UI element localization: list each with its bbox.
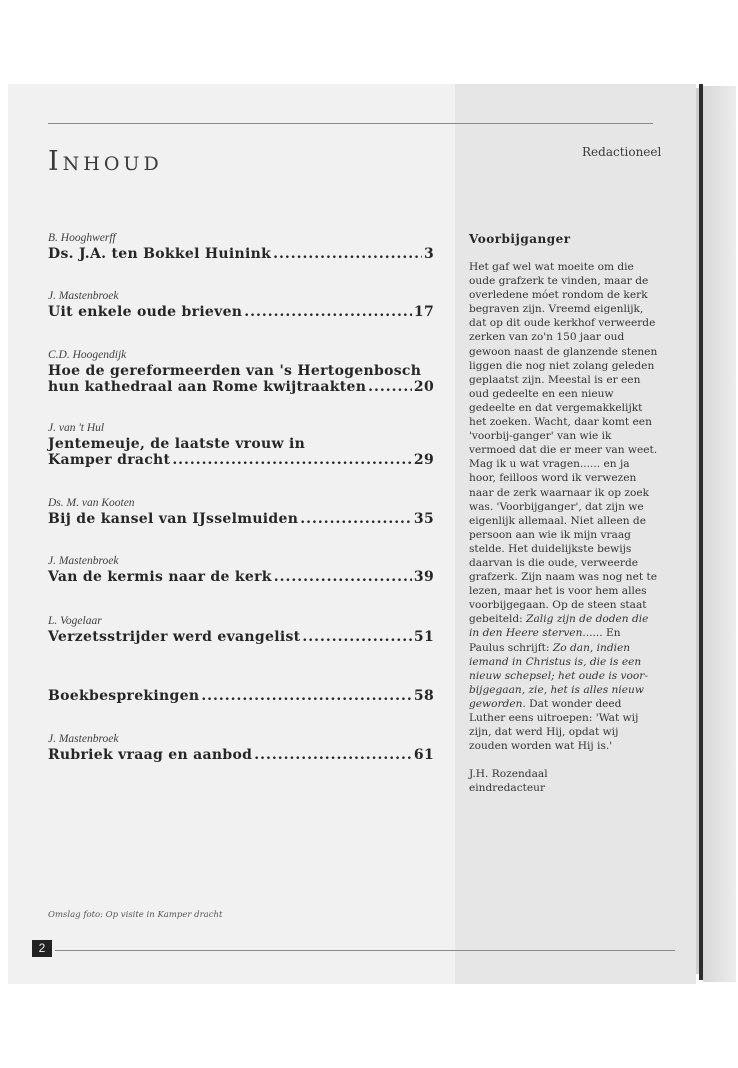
toc-entry[interactable] [48, 615, 434, 645]
toc-author: J. Mastenbroek [48, 733, 119, 745]
toc-entry[interactable] [48, 349, 434, 395]
editorial-text [469, 260, 659, 753]
toc-entry[interactable] [48, 733, 434, 763]
toc-page: 51 [413, 629, 434, 645]
leader-dots [172, 452, 412, 468]
leader-dots [254, 747, 412, 763]
editorial-quote: Zalig zijn de doden die in den Heere sterven [469, 613, 649, 640]
editorial-text-part: ...... En Paulus schrijft: [469, 627, 621, 654]
toc-author: L. Vogelaar [48, 615, 102, 627]
page-title: Inhoud [48, 146, 163, 177]
toc-page: 17 [413, 304, 434, 320]
leader-dots [244, 304, 412, 320]
toc-page: 35 [413, 511, 434, 527]
editorial-title: Voorbijganger [469, 232, 571, 246]
section-label: Redactioneel [582, 145, 662, 159]
toc-author: Ds. M. van Kooten [48, 497, 135, 509]
toc-title: Verzetsstrijder werd evangelist [48, 629, 301, 645]
toc-author: J. Mastenbroek [48, 290, 119, 302]
leader-dots [274, 569, 412, 585]
leader-dots [201, 688, 412, 704]
signature-name: J.H. Rozendaal [469, 768, 548, 781]
toc-entry[interactable] [48, 422, 434, 468]
toc-page: 29 [413, 452, 434, 468]
leader-dots [302, 629, 412, 645]
leader-dots [368, 379, 412, 395]
editorial-signature [469, 767, 659, 795]
toc-author: B. Hooghwerff [48, 232, 116, 244]
toc-entry[interactable] [48, 232, 434, 262]
toc-entry[interactable] [48, 497, 434, 527]
leader-dots [300, 511, 412, 527]
toc-entry[interactable] [48, 555, 434, 585]
leader-dots [273, 246, 422, 262]
toc-page: 20 [413, 379, 434, 395]
toc-title: Hoe de gereformeerden van 's Hertogenbosch [48, 363, 422, 379]
toc-author: J. Mastenbroek [48, 555, 119, 567]
editorial-quote: Zo dan, indien iemand in Christus is, die is een nieuw schepsel; het oude is voor-bijgegaan, zie, het is alles nieuw geworden. [469, 641, 648, 710]
toc-author: J. van 't Hul [48, 422, 105, 434]
toc-title: Jentemeuje, de laatste vrouw in [48, 436, 306, 452]
toc-title: Uit enkele oude brieven [48, 304, 243, 320]
toc-title-cont: Kamper dracht [48, 452, 171, 468]
toc-author: C.D. Hoogendijk [48, 349, 127, 361]
toc-title: Boekbesprekingen [48, 688, 200, 704]
editorial-text-part: Dat wonder deed Luther eens uitroepen: 'Wat wij zijn, dat werd Hij, opdat wij zouden worden wat Hij is.' [469, 697, 639, 753]
toc-title: Ds. J.A. ten Bokkel Huinink [48, 246, 272, 262]
editorial-column [469, 232, 659, 795]
signature-role: eindredacteur [469, 782, 546, 795]
page-number: 2 [32, 940, 52, 957]
toc-title-cont: hun kathedraal aan Rome kwijtraakten [48, 379, 367, 395]
toc-page: 39 [413, 569, 434, 585]
top-rule [48, 123, 653, 124]
toc-page: 58 [413, 688, 434, 704]
toc-page: 3 [423, 246, 434, 262]
toc-entry[interactable] [48, 290, 434, 320]
toc-title: Rubriek vraag en aanbod [48, 747, 253, 763]
toc-title: Van de kermis naar de kerk [48, 569, 272, 585]
toc-page: 61 [413, 747, 434, 763]
next-page-edge [703, 86, 736, 982]
toc-entry[interactable] [48, 688, 434, 704]
bottom-rule [55, 950, 675, 951]
toc-title: Bij de kansel van IJsselmuiden [48, 511, 299, 527]
editorial-text-part: Het gaf wel wat moeite om die oude grafzerk te vinden, maar de overledene móet rondom de kerk begraven zijn. Vreemd eigenlijk, dat op dit oude kerkhof verweerde zerken van zo'n 150 jaar oud gewoon naast de glanzende stenen liggen die nog niet zolang geleden geplaatst zijn. Meestal is er een oud gedeelte en een nieuw gedeelte en dat vergemakkelijkt het zoeken. Wacht, daar komt een 'voorbij-ganger' van wie ik vermoed dat die er meer van weet. Mag ik u wat vragen...... en ja hoor, feilloos word ik verwezen naar de zerk waarnaar ik op zoek was. 'Voorbijganger', dat zijn we eigenlijk allemaal. Niet alleen de persoon aan wie ik mijn vraag stelde. Het duidelijkste bewijs daarvan is die oude, verweerde grafzerk. Zijn naam was nog net te lezen, maar het is voor hem alles voorbijgegaan. Op de steen staat gebeiteld: [469, 261, 658, 626]
cover-photo-caption: Omslag foto: Op visite in Kamper dracht [48, 910, 223, 920]
